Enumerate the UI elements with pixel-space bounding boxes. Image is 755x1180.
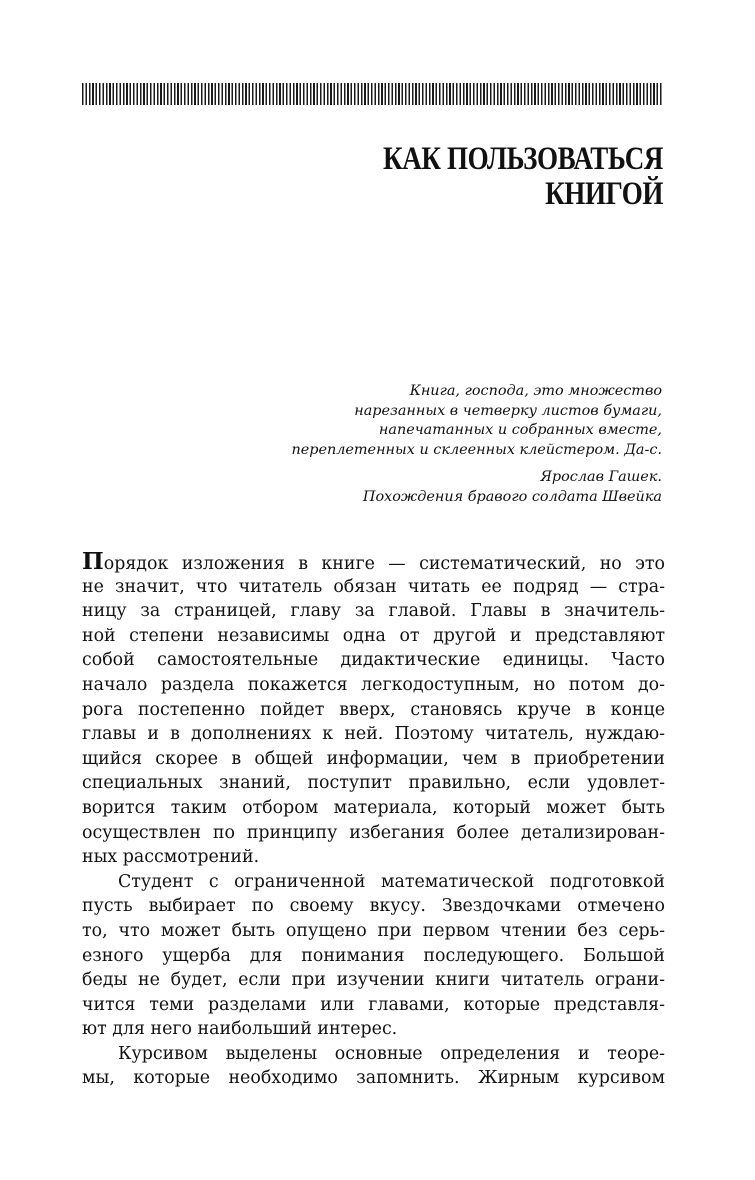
paragraph-line: ворится таким отбором материала, который может быть (82, 797, 665, 818)
paragraph-line: осуществлен по принципу избегания более детализирован- (82, 822, 665, 843)
paragraph-line: беды не будет, если при изучении книги читатель ограни- (82, 970, 665, 991)
paragraph-line: то, что может быть опущено при первом чтении без серь- (82, 920, 665, 941)
epigraph-line: Книга, господа, это множество (409, 383, 662, 399)
body-text (82, 550, 665, 1091)
epigraph-line: напечатанных и собранных вместе, (378, 422, 662, 438)
paragraph-line-text: орядок изложения в книге — систематический, но это (103, 554, 665, 574)
paragraph-line: Студент с ограниченной математической подготовкой (118, 871, 665, 892)
paragraph-line: мы, которые необходимо запомнить. Жирным курсивом (82, 1068, 665, 1089)
chapter-title-line: КНИГОЙ (545, 176, 663, 212)
paragraph-line: не значит, что читатель обязан читать ее подряд — стра- (82, 576, 665, 597)
paragraph-line: ной степени независимы одна от другой и представляют (82, 625, 665, 646)
chapter-title (253, 142, 663, 212)
epigraph-author: Ярослав Гашек. (540, 469, 662, 485)
paragraph-line: пусть выбирает по своему вкусу. Звездочками отмечено (82, 896, 665, 917)
paragraph-line: рога постепенно пойдет вверх, становясь круче в конце (82, 699, 665, 720)
paragraph-line: Курсивом выделены основные определения и теоре- (118, 1043, 665, 1064)
paragraph-line: ницу за страницей, главу за главой. Главы в значитель- (82, 601, 665, 622)
paragraph-line: чится теми разделами или главами, которые представля- (82, 994, 665, 1015)
paragraph-line: ных рассмотрений. (82, 847, 260, 868)
chapter-title-line: КАК ПОЛЬЗОВАТЬСЯ (383, 141, 663, 177)
decorative-rule (82, 83, 663, 105)
drop-cap: П (82, 548, 104, 575)
epigraph-source: Похождения бравого солдата Швейка (362, 488, 662, 505)
epigraph-line: нарезанных в четверку листов бумаги, (354, 402, 662, 419)
epigraph-line: переплетенных и склеенных клейстером. Да-с. (291, 441, 662, 458)
paragraph-line: главы и в дополнениях к ней. Поэтому читатель, нуждаю- (82, 724, 665, 745)
paragraph-line: езного ущерба для понимания последующего. Большой (82, 945, 665, 966)
paragraph-line (82, 550, 665, 575)
paragraph-line: начало раздела покажется легкодоступным, но потом до- (82, 674, 665, 695)
paragraph-line: специальных знаний, поступит правильно, если удовлет- (82, 773, 665, 794)
paragraph-line: ют для него наибольший интерес. (82, 1019, 398, 1040)
paragraph-line: собой самостоятельные дидактические единицы. Часто (82, 650, 665, 671)
paragraph-line: щийся скорее в общей информации, чем в приобретении (82, 748, 665, 769)
epigraph (182, 382, 662, 507)
